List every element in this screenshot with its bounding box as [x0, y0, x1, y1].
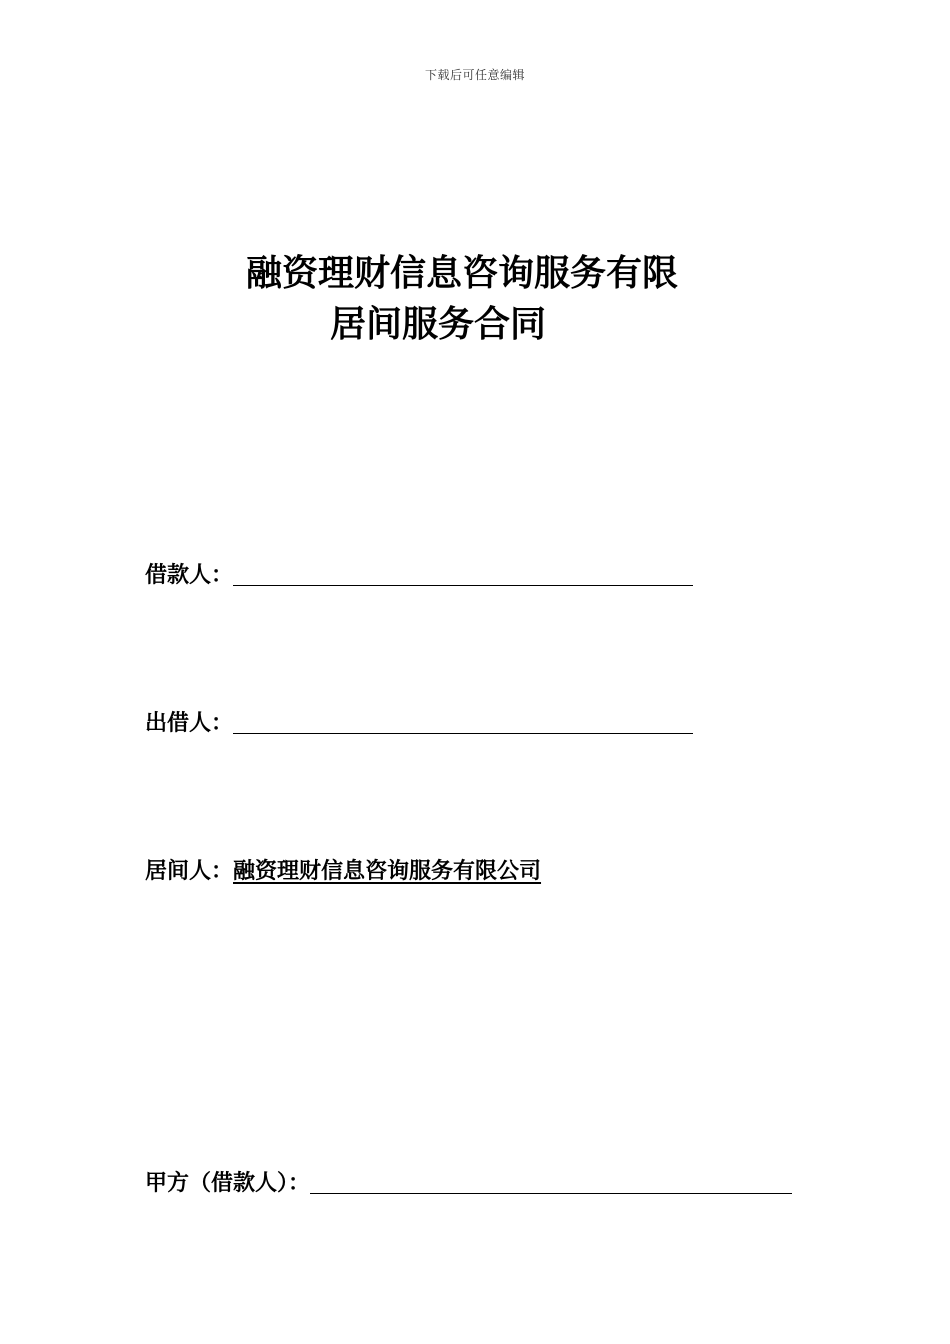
lender-row [145, 704, 693, 738]
party-a-blank-line [310, 1167, 792, 1194]
header-note: 下载后可任意编辑 [424, 68, 525, 82]
contract-title-line2: 居间服务合同 [330, 304, 547, 345]
borrower-row [145, 556, 693, 590]
party-a-label: 甲方（借款人）： [145, 1170, 311, 1196]
lender-blank-line [233, 707, 693, 734]
contract-title-line1: 融资理财信息咨询服务有限 [246, 252, 679, 294]
borrower-blank-line [233, 559, 693, 586]
lender-label: 出借人： [145, 710, 234, 736]
party-a-row [145, 1164, 792, 1198]
borrower-label: 借款人： [145, 562, 234, 588]
intermediary-label: 居间人： [145, 858, 234, 884]
intermediary-row [145, 852, 541, 886]
intermediary-value: 融资理财信息咨询服务有限公司 [233, 858, 542, 884]
